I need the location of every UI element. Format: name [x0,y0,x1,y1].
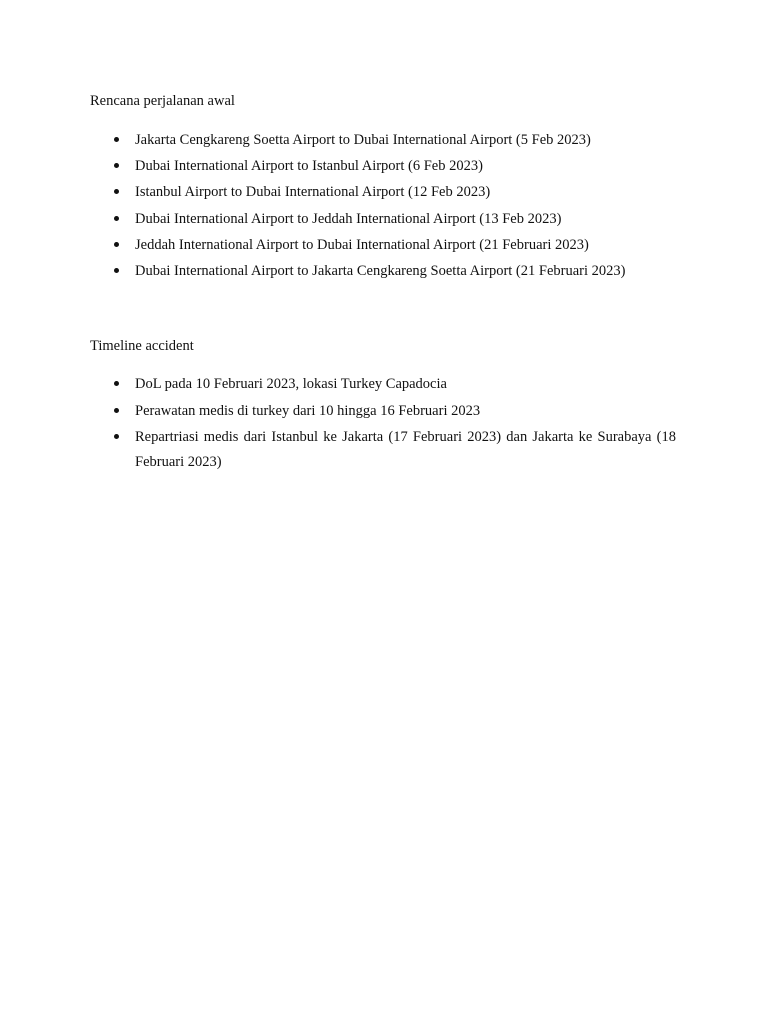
list-item-text: Perawatan medis di turkey dari 10 hingga 16 Februari 2023 [135,402,481,419]
list-item-text: Dubai International Airport to Jeddah International Airport (13 Feb 2023) [135,210,562,227]
list-item [90,425,676,474]
bullet-icon [114,216,119,221]
list-item-text: Dubai International Airport to Jakarta Cengkareng Soetta Airport (21 Februari 2023) [135,262,626,279]
list-item-text: DoL pada 10 Februari 2023, lokasi Turkey Capadocia [135,376,447,392]
list-item-text: Jeddah International Airport to Dubai International Airport (21 Februari 2023) [135,236,589,253]
travel-plan-list [90,131,676,288]
list-item [90,375,676,393]
bullet-icon [114,137,119,142]
list-item [90,236,676,254]
list-item-text: Istanbul Airport to Dubai International Airport (12 Feb 2023) [135,184,491,201]
list-item-text: Jakarta Cengkareng Soetta Airport to Dubai International Airport (5 Feb 2023) [135,132,591,148]
list-item [90,262,676,280]
list-item [90,183,676,201]
bullet-icon [114,408,119,413]
bullet-icon [114,381,119,386]
list-item [90,157,676,175]
bullet-icon [114,242,119,247]
section-heading-timeline: Timeline accident [90,338,194,354]
bullet-icon [114,434,119,439]
list-item-text: Dubai International Airport to Istanbul Airport (6 Feb 2023) [135,158,483,175]
list-item [90,210,676,228]
bullet-icon [114,189,119,194]
list-item-text: Repartriasi medis dari Istanbul ke Jakarta (17 Februari 2023) dan Jakarta ke Surabaya (18 Februari 2023) [135,429,676,470]
list-item [90,402,676,420]
section-heading-travel-plan: Rencana perjalanan awal [90,93,235,109]
bullet-icon [114,163,119,168]
bullet-icon [114,268,119,273]
list-item [90,131,676,149]
timeline-list [90,375,676,483]
